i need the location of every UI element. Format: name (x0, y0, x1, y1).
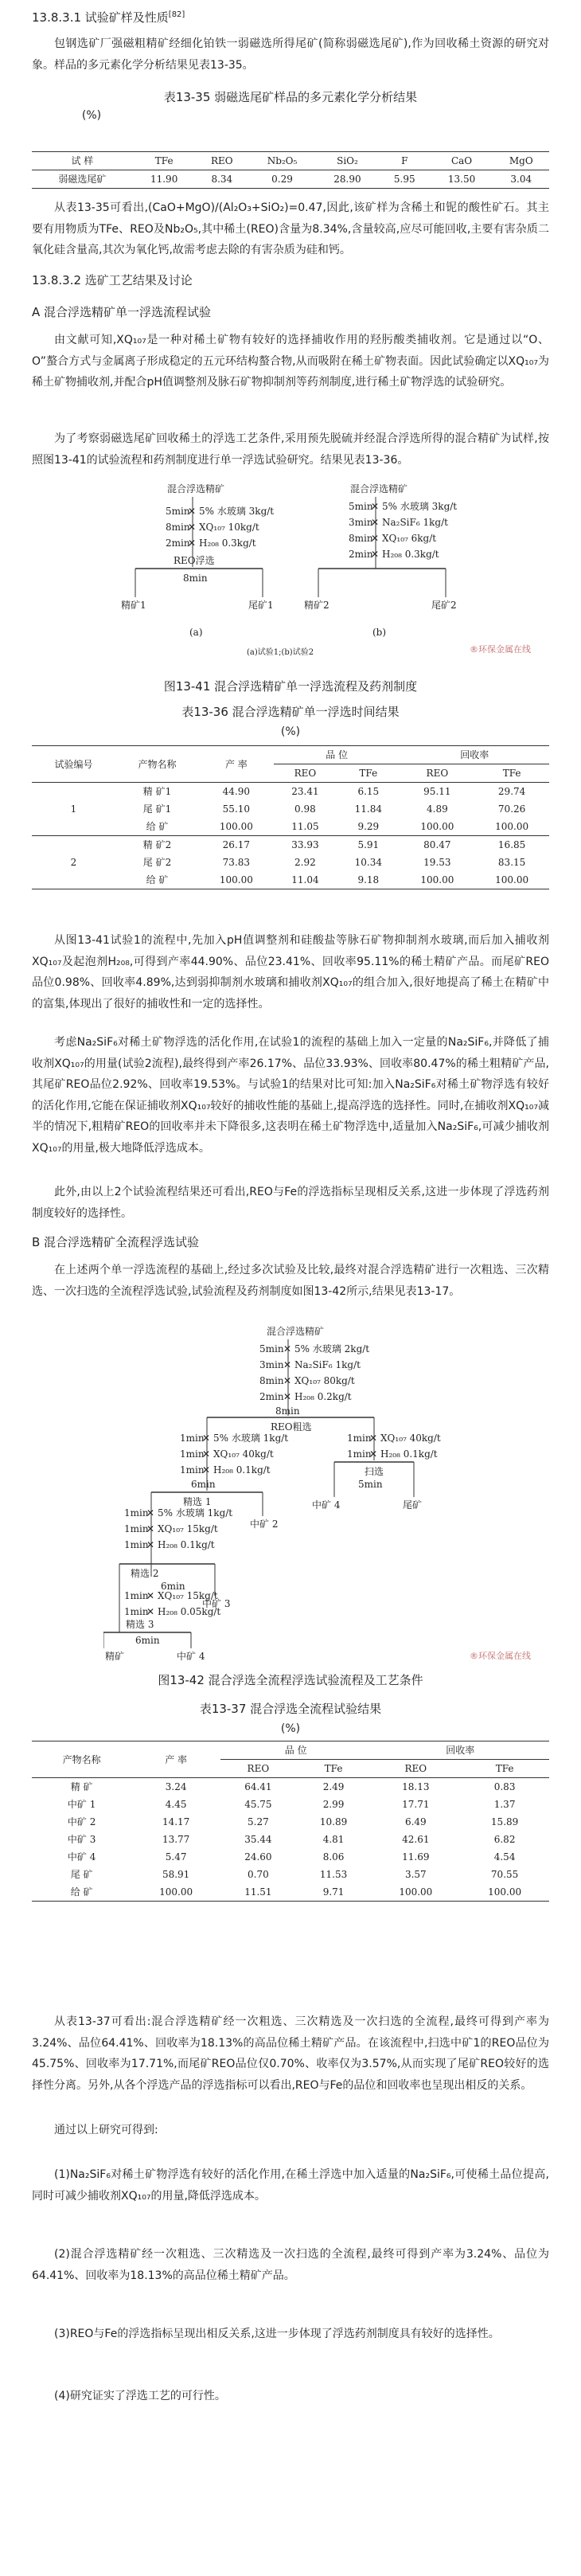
reagent-label: XQ₁₀₇ 15kg/t (158, 1523, 218, 1534)
table-cell: 11.69 (402, 1851, 430, 1863)
flowsheet-figure-13-41 (119, 478, 470, 661)
flowsheet-figure-13-42 (103, 1320, 485, 1663)
table-cell: 2.99 (322, 1799, 345, 1810)
reagent-cross-icon: ✕ (371, 549, 380, 560)
conclusion-item-2: (2)混合浮选精矿经一次粗选、三次精选及一次扫选的全流程,最终可得到产率为3.24%、品位为64.41%、回收率为18.13%的高品位稀土精矿产品。 (32, 2248, 549, 2282)
reagent-cross-icon: ✕ (283, 1359, 292, 1370)
header-cell: TFe (133, 152, 196, 170)
table-cell: 9.29 (337, 818, 400, 836)
table-cell: 0.70 (248, 1869, 269, 1880)
table-cell: 6.15 (357, 786, 380, 797)
table-cell: 中矿 1 (67, 1799, 96, 1810)
operation-label: 精选 2 (131, 1568, 159, 1579)
table-cell: 0.29 (248, 170, 316, 189)
time-label: 3min (349, 517, 373, 528)
header-cell: TFe (296, 1760, 372, 1778)
feed-label: 混合浮选精矿 (350, 483, 408, 494)
table-cell: 4.89 (427, 803, 448, 815)
table-cell: 28.90 (316, 170, 379, 189)
table-cell: 100.00 (199, 871, 274, 889)
time-label: 5min (166, 506, 190, 517)
feed-label: 混合浮选精矿 (267, 1326, 325, 1337)
reagent-cross-icon: ✕ (146, 1590, 155, 1601)
header-cell: 试验编号 (32, 746, 115, 783)
reagent-label: 5% 水玻璃 3kg/t (382, 501, 458, 512)
table-cell: 13.50 (431, 170, 493, 189)
concentrate-label: 精矿 (105, 1651, 125, 1662)
table-cell: 13.77 (162, 1834, 190, 1845)
table-cell: 5.95 (379, 170, 431, 189)
operation-label: REO粗选 (271, 1421, 312, 1433)
reagent-cross-icon: ✕ (202, 1448, 211, 1460)
table-cell: 精 矿1 (142, 786, 172, 797)
reagent-cross-icon: ✕ (188, 537, 197, 549)
header-cell: 品 位 (274, 746, 400, 764)
reagent-cross-icon: ✕ (146, 1507, 155, 1519)
operation-label: REO浮选 (174, 555, 215, 566)
table-cell: 16.85 (497, 839, 526, 850)
table-cell: 8.34 (196, 170, 248, 189)
table-cell: 4.45 (165, 1799, 187, 1810)
table-row (32, 1866, 549, 1883)
table-cell: 4.54 (493, 1851, 516, 1863)
table-13-35-unit: (%) (81, 109, 102, 122)
table-cell: 18.13 (402, 1781, 430, 1792)
time-label: 1min (124, 1590, 149, 1601)
table-cell: 42.61 (402, 1834, 430, 1845)
header-cell: Nb₂O₅ (248, 152, 316, 170)
conclusion-item-3: (3)REO与Fe的浮选指标呈现出相反关系,这进一步体现了浮选药剂制度具有较好的选择性。 (54, 2328, 500, 2340)
reagent-label: XQ₁₀₇ 10kg/t (199, 522, 259, 533)
paragraph-method: 为了考察弱磁选尾矿回收稀土的浮选工艺条件,采用预先脱硫并经混合浮选所得的混合精矿为试样,按照图13-41的试验流程和药剂制度进行单一浮选试验研究。结果见表13-36。 (32, 432, 549, 467)
table-13-37-caption: 表13-37 混合浮选全流程试验结果 (199, 1702, 382, 1716)
table-cell: 9.18 (337, 871, 400, 889)
paragraph-conclusion-intro: 通过以上研究可得到: (54, 2124, 158, 2136)
reagent-label: H₂₀₈ 0.3kg/t (199, 537, 256, 549)
test-id-cell: 2 (32, 836, 115, 889)
paragraph-full-results: 从表13-37可看出:混合浮选精矿经一次粗选、三次精选及一次扫选的全流程,最终可得到产率为3.24%、品位64.41%、回收率为18.13%的高品位稀土精矿产品。在该流程中,扫选中矿1的REO品位为45.75%、回收率为17.71%,而尾矿REO品位仅0.70%、收率仅为3.57%,从而实现了尾矿REO较好的选择性分离。另外,从各个浮选产品的浮选指标可以看出,REO与Fe的品位和回收率也呈现出相反的关系。 (32, 2015, 549, 2092)
table-13-37-unit: (%) (280, 1722, 301, 1735)
table-13-36-unit: (%) (280, 725, 301, 738)
middling-label: 中矿 3 (202, 1598, 231, 1609)
table-13-36-caption: 表13-36 混合浮选精矿单一浮选时间结果 (181, 705, 400, 719)
header-cell: REO (400, 764, 475, 783)
header-cell: 品 位 (220, 1741, 371, 1760)
table-cell: 17.71 (402, 1799, 430, 1810)
reagent-cross-icon: ✕ (283, 1391, 292, 1402)
section-heading-13-8-3-2: 13.8.3.2 选矿工艺结果及讨论 (32, 273, 193, 287)
reagent-cross-icon: ✕ (202, 1464, 211, 1476)
table-cell: 55.10 (222, 803, 251, 815)
table-cell: 中矿 2 (67, 1816, 96, 1827)
table-13-36 (32, 745, 549, 889)
table-cell: 100.00 (199, 818, 274, 836)
header-cell: REO (371, 1760, 460, 1778)
middling-label: 中矿 4 (312, 1499, 341, 1511)
reagent-label: H₂₀₈ 0.2kg/t (294, 1391, 352, 1402)
table-row (32, 836, 549, 854)
reagent-cross-icon: ✕ (146, 1523, 155, 1534)
middling-label: 中矿 2 (250, 1519, 279, 1530)
table-cell: 5.91 (357, 839, 380, 850)
table-cell: 24.60 (244, 1851, 272, 1863)
reagent-label: H₂₀₈ 0.1kg/t (213, 1464, 271, 1476)
table-cell: 1.37 (493, 1799, 516, 1810)
table-cell: 35.44 (244, 1834, 272, 1845)
subfigure-label: (a) (189, 627, 203, 638)
time-label: 1min (124, 1539, 149, 1550)
reagent-label: XQ₁₀₇ 6kg/t (382, 533, 437, 544)
table-cell: 26.17 (222, 839, 251, 850)
table-cell: 29.74 (497, 786, 526, 797)
time-label: 1min (347, 1433, 372, 1444)
table-cell: 44.90 (222, 786, 251, 797)
figure-legend: (a)试验1;(b)试验2 (247, 648, 314, 657)
table-cell: 精 矿2 (142, 839, 172, 850)
reagent-label: 5% 水玻璃 1kg/t (213, 1433, 289, 1444)
header-cell: 回收率 (371, 1741, 549, 1760)
reagent-label: XQ₁₀₇ 40kg/t (380, 1433, 441, 1444)
table-cell: 0.83 (493, 1781, 516, 1792)
table-cell: 中矿 3 (67, 1834, 96, 1845)
header-cell: 回收率 (400, 746, 550, 764)
table-cell: 弱磁选尾矿 (32, 170, 133, 189)
table-cell: 6.82 (493, 1834, 516, 1845)
time-label: 1min (180, 1464, 205, 1476)
paragraph-selectivity: 此外,由以上2个试验流程结果还可看出,REO与Fe的浮选指标呈现相反关系,这进一步体现了浮选药剂制度较好的选择性。 (32, 1186, 549, 1220)
time-label: 6min (191, 1479, 216, 1490)
watermark: ®环保金属在线 (470, 644, 531, 655)
operation-label: 精选 3 (126, 1619, 154, 1630)
reagent-label: 5% 水玻璃 1kg/t (158, 1507, 233, 1519)
reagent-label: H₂₀₈ 0.05kg/t (158, 1606, 221, 1617)
table-cell: 11.05 (274, 818, 337, 836)
table-13-35 (32, 151, 549, 189)
table-cell: 73.83 (222, 857, 251, 868)
time-label: 6min (135, 1635, 160, 1646)
header-cell: TFe (460, 1760, 549, 1778)
header-cell: F (379, 152, 431, 170)
reagent-cross-icon: ✕ (371, 501, 380, 512)
table-cell: 尾 矿2 (142, 857, 172, 868)
conclusion-item-4: (4)研究证实了浮选工艺的可行性。 (54, 2390, 226, 2402)
reagent-label: H₂₀₈ 0.3kg/t (382, 549, 439, 560)
paragraph-test1-discussion: 从图13-41试验1的流程中,先加入pH值调整剂和硅酸盐等脉石矿物抑制剂水玻璃,而后加入捕收剂XQ₁₀₇及起泡剂H₂₀₈,可得到产率44.90%、品位23.41%、回收率95.11%的稀土精矿产品。而尾矿REO品位0.98%、回收率4.89%,达到弱抑制剂水玻璃和捕收剂XQ₁₀₇的组合加入,很好地提高了稀土在精矿中的富集,体现出了很好的捕收性和一定的选择性。 (32, 934, 549, 1010)
table-cell: 给 矿 (115, 871, 199, 889)
header-cell: TFe (337, 764, 400, 783)
flowsheet-a (121, 483, 274, 638)
subsection-heading-b: B 混合浮选精矿全流程浮选试验 (32, 1235, 200, 1249)
reagent-label: 5% 水玻璃 3kg/t (199, 506, 275, 517)
conclusion-item-1: (1)Na₂SiF₆对稀土矿物浮选有较好的活化作用,在稀土浮选中加入适量的Na₂SiF₆,可使稀土品位提高,同时可减少捕收剂XQ₁₀₇的用量,降低浮选成本。 (32, 2168, 549, 2203)
table-cell: 15.89 (490, 1816, 519, 1827)
table-row (32, 170, 549, 189)
table-cell: 5.27 (248, 1816, 269, 1827)
reagent-cross-icon: ✕ (188, 506, 197, 517)
header-cell: SiO₂ (316, 152, 379, 170)
tailing-label: 尾矿2 (431, 600, 457, 611)
middling-label: 中矿 4 (177, 1651, 205, 1662)
table-cell: 14.17 (162, 1816, 190, 1827)
concentrate-label: 精矿2 (304, 600, 329, 611)
table-cell: 11.04 (274, 871, 337, 889)
tailing-label: 尾矿 (403, 1499, 423, 1511)
table-cell: 11.51 (220, 1883, 296, 1902)
paragraph-sample-intro: 包钢选矿厂强磁粗精矿经细化铂铁一弱磁选所得尾矿(简称弱磁选尾矿),作为回收稀土资源的研究对象。样品的多元素化学分析结果见表13-35。 (32, 37, 549, 72)
table-row (32, 1848, 549, 1866)
time-label: 5min (349, 501, 373, 512)
reagent-cross-icon: ✕ (146, 1606, 155, 1617)
header-cell: REO (196, 152, 248, 170)
table-cell: 5.47 (165, 1851, 187, 1863)
tailing-label: 尾矿1 (248, 600, 274, 611)
time-label: 8min (259, 1375, 284, 1386)
table-cell: 80.47 (423, 839, 451, 850)
time-label: 3min (259, 1359, 284, 1370)
reference-mark: [82] (168, 10, 185, 19)
feed-label: 混合浮选精矿 (167, 483, 225, 494)
time-label: 1min (180, 1433, 205, 1444)
table-cell: 给 矿 (32, 1883, 131, 1902)
reagent-cross-icon: ✕ (188, 522, 197, 533)
header-cell: TFe (474, 764, 549, 783)
reagent-cross-icon: ✕ (371, 517, 380, 528)
watermark: ®环保金属在线 (470, 1651, 531, 1661)
operation-label: 扫选 (365, 1466, 384, 1477)
reagent-label: XQ₁₀₇ 40kg/t (213, 1448, 274, 1460)
reagent-label: Na₂SiF₆ 1kg/t (382, 517, 448, 528)
table-cell: 70.55 (490, 1869, 519, 1880)
table-cell: 4.81 (322, 1834, 345, 1845)
table-row (32, 1813, 549, 1831)
table-cell: 100.00 (474, 818, 549, 836)
test-id-cell: 1 (32, 783, 115, 836)
time-label: 2min (259, 1391, 284, 1402)
reagent-label: XQ₁₀₇ 15kg/t (158, 1590, 218, 1601)
reagent-cross-icon: ✕ (371, 533, 380, 544)
table-cell: 给 矿 (115, 818, 199, 836)
table-cell: 10.89 (319, 1816, 348, 1827)
table-cell: 100.00 (400, 818, 475, 836)
table-cell: 0.98 (294, 803, 316, 815)
table-row (32, 1778, 549, 1796)
heading-text: 13.8.3.1 试验矿样及性质 (32, 10, 169, 25)
section-heading-13-8-3-1 (32, 6, 549, 29)
table-cell: 23.41 (291, 786, 319, 797)
table-cell: 2.92 (294, 857, 316, 868)
subsection-heading-a: A 混合浮选精矿单一浮选流程试验 (32, 305, 212, 319)
table-cell: 64.41 (244, 1781, 272, 1792)
time-label: 5min (259, 1343, 284, 1354)
time-label: 1min (124, 1507, 149, 1519)
time-label: 1min (124, 1523, 149, 1534)
table-cell: 83.15 (497, 857, 526, 868)
figure-13-42-caption: 图13-42 混合浮选全流程浮选试验流程及工艺条件 (158, 1673, 423, 1687)
table-row (32, 1796, 549, 1813)
reagent-cross-icon: ✕ (202, 1433, 211, 1444)
table-row (32, 783, 549, 801)
table-cell: 3.04 (493, 170, 550, 189)
time-label: 1min (180, 1448, 205, 1460)
time-label: 8min (166, 522, 190, 533)
table-cell: 58.91 (162, 1869, 190, 1880)
table-cell: 9.71 (296, 1883, 372, 1902)
table-cell: 33.93 (291, 839, 319, 850)
paragraph-collector: 由文献可知,XQ₁₀₇是一种对稀土矿物有较好的选择捕收作用的羟肟酸类捕收剂。它是通过以“O、O”螯合方式与金属离子形成稳定的五元环结构螯合物,从而吸附在稀土矿物表面。因此试验确定以XQ₁₀₇为稀土矿物捕收剂,并配合pH值调整剂及脉石矿物抑制剂等药剂制度,进行稀土矿物浮选的试验研究。 (32, 334, 549, 389)
header-cell: REO (220, 1760, 296, 1778)
reagent-cross-icon: ✕ (369, 1433, 378, 1444)
table-cell: 3.57 (404, 1869, 427, 1880)
table-cell: 3.24 (165, 1781, 187, 1792)
header-cell: MgO (493, 152, 550, 170)
header-cell: 试 样 (32, 152, 133, 170)
time-label: 6min (161, 1581, 185, 1592)
flowsheet-b (304, 483, 457, 638)
reagent-label: 5% 水玻璃 2kg/t (294, 1343, 370, 1354)
time-label: 2min (349, 549, 373, 560)
reagent-label: XQ₁₀₇ 80kg/t (294, 1375, 355, 1386)
figure-13-41-caption: 图13-41 混合浮选精矿单一浮选流程及药剂制度 (163, 679, 418, 694)
time-label: 8min (349, 533, 373, 544)
paragraph-full-flowsheet: 在上述两个单一浮选流程的基础上,经过多次试验及比较,最终对混合浮选精矿进行一次粗选、三次精选、一次扫选的全流程浮选试验,试验流程及药剂制度如图13-42所示,结果见表13-17。 (32, 1264, 549, 1298)
table-cell: 11.53 (319, 1869, 348, 1880)
table-cell: 2.49 (322, 1781, 345, 1792)
time-label: 2min (166, 537, 190, 549)
table-cell: 8.06 (322, 1851, 345, 1863)
table-cell: 19.53 (423, 857, 451, 868)
reagent-label: H₂₀₈ 0.1kg/t (158, 1539, 215, 1550)
paragraph-test2-discussion: 考虑Na₂SiF₆对稀土矿物浮选的活化作用,在试验1的流程的基础上加入一定量的Na₂SiF₆,并降低了捕收剂XQ₁₀₇的用量(试验2流程),最终得到产率26.17%、品位33.93%、回收率80.47%的稀土粗精矿产品,其尾矿REO品位2.92%、回收率19.53%。与试验1的结果对比可知:加入Na₂SiF₆对稀土矿物浮选有较好的活化作用,它能在保证捕收剂XQ₁₀₇较好的捕收性能的基础上,提高浮选的选择性。同时,在捕收剂XQ₁₀₇减半的情况下,粗精矿REO的回收率并未下降很多,这表明在稀土矿物浮选中,适量加入Na₂SiF₆,可减少捕收剂XQ₁₀₇的用量,极大地降低浮选成本。 (32, 1036, 549, 1155)
paragraph-analysis: 从表13-35可看出,(CaO+MgO)/(Al₂O₃+SiO₂)=0.47,因此,该矿样为含稀土和铌的酸性矿石。其主要有用物质为TFe、REO及Nb₂O₅,其中稀土(REO)含量为8.34%,含量较高,应尽可能回收,主要有害杂质二氧化硅含量高,其次为氧化钙,故需考虑去除的有害杂质为硅和钙。 (32, 201, 549, 257)
time-label: 8min (183, 573, 208, 584)
header-cell: 产物名称 (115, 746, 199, 783)
table-cell: 100.00 (460, 1883, 549, 1902)
table-cell: 100.00 (371, 1883, 460, 1902)
table-13-35-caption: 表13-35 弱磁选尾矿样品的多元素化学分析结果 (163, 90, 418, 104)
header-cell: 产 率 (199, 746, 274, 783)
table-cell: 100.00 (400, 871, 475, 889)
operation-label: 精选 1 (183, 1496, 212, 1507)
table-cell: 45.75 (244, 1799, 272, 1810)
table-row (32, 1831, 549, 1848)
time-label: 8min (275, 1405, 300, 1417)
reagent-cross-icon: ✕ (283, 1375, 292, 1386)
header-cell: 产 率 (131, 1741, 220, 1778)
table-cell: 尾 矿1 (142, 803, 172, 815)
table-cell: 精 矿 (70, 1781, 93, 1792)
table-13-37 (32, 1741, 549, 1902)
reagent-label: H₂₀₈ 0.1kg/t (380, 1448, 438, 1460)
table-cell: 中矿 4 (67, 1851, 96, 1863)
time-label: 1min (124, 1606, 149, 1617)
reagent-cross-icon: ✕ (146, 1539, 155, 1550)
time-label: 1min (347, 1448, 372, 1460)
subfigure-label: (b) (372, 627, 387, 638)
table-row (32, 1883, 549, 1902)
table-cell: 11.84 (354, 803, 382, 815)
reagent-cross-icon: ✕ (283, 1343, 292, 1354)
header-cell: CaO (431, 152, 493, 170)
concentrate-label: 精矿1 (121, 600, 146, 611)
reagent-cross-icon: ✕ (369, 1448, 378, 1460)
table-cell: 100.00 (474, 871, 549, 889)
time-label: 5min (358, 1479, 383, 1490)
table-cell: 10.34 (354, 857, 382, 868)
table-cell: 尾 矿 (70, 1869, 93, 1880)
table-cell: 6.49 (404, 1816, 427, 1827)
table-cell: 100.00 (131, 1883, 220, 1902)
table-cell: 70.26 (497, 803, 526, 815)
header-cell: REO (274, 764, 337, 783)
header-cell: 产物名称 (32, 1741, 131, 1778)
table-cell: 95.11 (423, 786, 451, 797)
reagent-label: Na₂SiF₆ 1kg/t (294, 1359, 361, 1370)
table-cell: 11.90 (133, 170, 196, 189)
